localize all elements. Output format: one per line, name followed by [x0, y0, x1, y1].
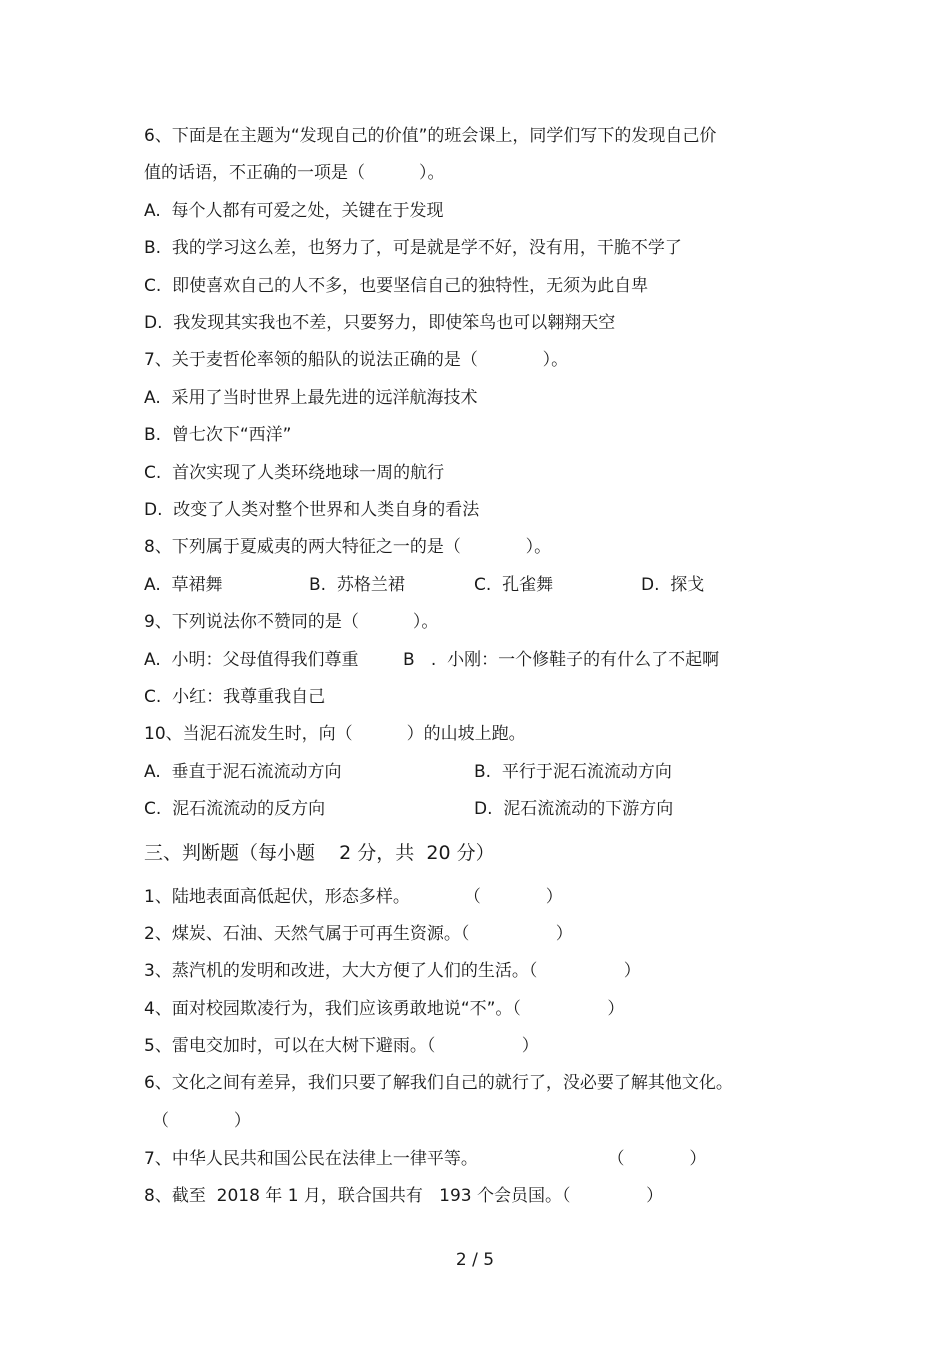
question-stem: 7、关于麦哲伦率领的船队的说法正确的是（ ）。	[144, 350, 569, 370]
question-stem: 8、下列属于夏威夷的两大特征之一的是（ ）。	[144, 537, 552, 557]
option-b: B. 我的学习这么差，也努力了，可是就是学不好，没有用，干脆不学了	[144, 238, 682, 258]
list-item: 7、中华人民共和国公民在法律上一律平等。 （ ）	[144, 1149, 707, 1169]
section-heading: 三、判断题（每小题 2 分，共 20 分）	[144, 842, 495, 864]
question-stem: 6、下面是在主题为“发现自己的价值”的班会课上，同学们写下的发现自己价	[144, 126, 717, 146]
option-c: C. 首次实现了人类环绕地球一周的航行	[144, 463, 445, 483]
list-item: 8、截至 2018 年 1 月，联合国共有 193 个会员国。（ ）	[144, 1186, 664, 1206]
option-c: C. 小红：我尊重我自己	[144, 687, 326, 707]
option-a: A. 每个人都有可爱之处，关键在于发现	[144, 201, 444, 221]
list-item: 1、陆地表面高低起伏，形态多样。 （ ）	[144, 887, 563, 907]
question-stem: 10、当泥石流发生时，向（ ）的山坡上跑。	[144, 724, 526, 744]
option-c: C. 即使喜欢自己的人不多，也要坚信自己的独特性，无须为此自卑	[144, 276, 649, 296]
option-d: D. 改变了人类对整个世界和人类自身的看法	[144, 500, 480, 520]
option-b: B. 苏格兰裙	[309, 575, 405, 595]
option-c: C. 孔雀舞	[474, 575, 554, 595]
option-a: A. 采用了当时世界上最先进的远洋航海技术	[144, 388, 478, 408]
list-item: 6、文化之间有差异，我们只要了解我们自己的就行了，没必要了解其他文化。	[144, 1073, 733, 1093]
option-b: B . 小刚：一个修鞋子的有什么了不起啊	[403, 650, 720, 670]
page-number: 2 / 5	[455, 1250, 495, 1270]
option-a: A. 小明：父母值得我们尊重	[144, 650, 359, 670]
list-item: 3、蒸汽机的发明和改进，大大方便了人们的生活。（ ）	[144, 961, 641, 981]
list-item: 4、面对校园欺凌行为，我们应该勇敢地说“不”。（ ）	[144, 999, 625, 1019]
list-item: 5、雷电交加时，可以在大树下避雨。（ ）	[144, 1036, 539, 1056]
option-d: D. 泥石流流动的下游方向	[474, 799, 674, 819]
option-c: C. 泥石流流动的反方向	[144, 799, 326, 819]
option-d: D. 我发现其实我也不差，只要努力，即使笨鸟也可以翱翔天空	[144, 313, 616, 333]
question-stem: 9、下列说法你不赞同的是（ ）。	[144, 612, 439, 632]
option-b: B. 曾七次下“西洋”	[144, 425, 292, 445]
option-b: B. 平行于泥石流流动方向	[474, 762, 672, 782]
list-item: 2、煤炭、石油、天然气属于可再生资源。（ ）	[144, 924, 573, 944]
list-item: （ ）	[152, 1111, 251, 1131]
question-stem: 值的话语，不正确的一项是（ ）。	[144, 163, 445, 183]
option-a: A. 草裙舞	[144, 575, 223, 595]
option-a: A. 垂直于泥石流流动方向	[144, 762, 342, 782]
option-d: D. 探戈	[641, 575, 705, 595]
